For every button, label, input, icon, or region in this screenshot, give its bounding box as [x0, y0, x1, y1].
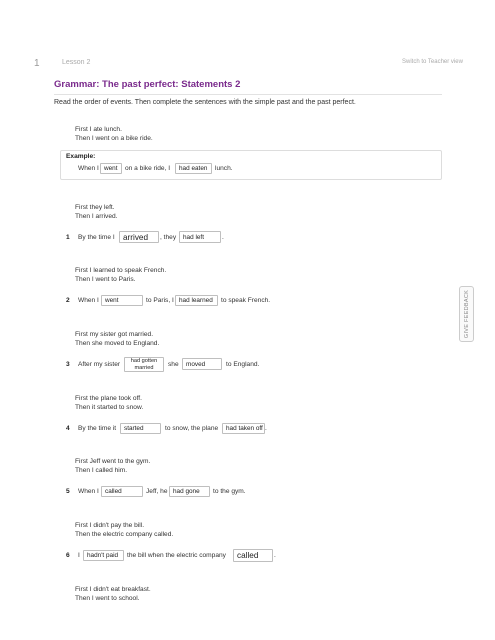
item-context [75, 394, 143, 412]
sentence-text: , they [160, 234, 177, 241]
sentence-text: After my sister [78, 361, 121, 368]
sentence-text: she [168, 361, 179, 368]
instructions: Read the order of events. Then complete the sentences with the simple past and the past perfect. [54, 99, 356, 106]
answer-field[interactable]: called [233, 549, 273, 562]
answer-field[interactable]: hadn't paid [83, 550, 124, 561]
sentence-text: Jeff, he [146, 488, 168, 495]
intro-context [75, 125, 153, 143]
item-number: 1 [66, 234, 70, 241]
give-feedback-tab[interactable] [459, 286, 474, 342]
context-line: Then I called him. [75, 467, 128, 474]
answer-field[interactable]: called [101, 486, 143, 497]
answer-field[interactable]: arrived [119, 231, 159, 243]
sentence-text: . [265, 425, 267, 432]
example-label: Example: [66, 153, 96, 160]
sentence-text: . [274, 552, 276, 559]
answer-field[interactable]: started [120, 423, 161, 434]
answer-field[interactable] [124, 357, 164, 372]
answer-field[interactable]: went [101, 295, 143, 306]
sentence-text: to the gym. [213, 488, 246, 495]
sentence-text: When I [78, 488, 99, 495]
item-number: 6 [66, 552, 70, 559]
sentence-text: When I [78, 165, 99, 172]
context-line: Then I went to school. [75, 595, 140, 602]
sentence-text: to speak French. [221, 297, 271, 304]
item-context [75, 457, 150, 475]
sentence-text: to England. [226, 361, 260, 368]
sentence-text: By the time it [78, 425, 117, 432]
context-line: Then she moved to England. [75, 340, 160, 347]
answer-field[interactable]: had gone [169, 486, 210, 497]
example-answer-field[interactable]: went [100, 163, 122, 174]
item-context [75, 585, 151, 603]
answer-field[interactable]: had taken off [222, 423, 265, 434]
title-divider [54, 94, 442, 95]
sentence-text: lunch. [215, 165, 233, 172]
context-line: First I didn't eat breakfast. [75, 586, 151, 593]
item-number: 4 [66, 425, 70, 432]
example-answer-field[interactable]: had eaten [175, 163, 212, 174]
item-context [75, 330, 159, 348]
item-context [75, 266, 166, 284]
context-line: First they left. [75, 204, 115, 211]
answer-field[interactable]: moved [182, 358, 222, 370]
page-number: 1 [34, 58, 40, 69]
context-line: Then I arrived. [75, 213, 118, 220]
item-context [75, 203, 118, 221]
context-line: First I ate lunch. [75, 126, 122, 133]
item-number: 3 [66, 361, 70, 368]
sentence-text: . [222, 234, 224, 241]
item-number: 2 [66, 297, 70, 304]
sentence-text: By the time I [78, 234, 115, 241]
context-line: First I didn't pay the bill. [75, 522, 145, 529]
context-line: Then I went on a bike ride. [75, 135, 153, 142]
sentence-text: When I [78, 297, 99, 304]
context-line: First the plane took off. [75, 395, 142, 402]
context-line: Then I went to Paris. [75, 276, 136, 283]
context-line: First Jeff went to the gym. [75, 458, 151, 465]
context-line: First I learned to speak French. [75, 267, 167, 274]
answer-line: had gotten [130, 358, 158, 364]
item-context [75, 521, 173, 539]
context-line: First my sister got married. [75, 331, 154, 338]
sentence-text: I [78, 552, 80, 559]
answer-line: married [134, 364, 154, 371]
teacher-view-link[interactable]: Switch to Teacher view [402, 59, 463, 65]
context-line: Then the electric company called. [75, 531, 174, 538]
sentence-text: the bill when the electric company [127, 552, 226, 559]
sentence-text: to snow, the plane [165, 425, 219, 432]
lesson-label: Lesson 2 [62, 59, 91, 66]
feedback-label: GIVE FEEDBACK [463, 289, 470, 339]
answer-field[interactable]: had left [179, 231, 221, 243]
item-number: 5 [66, 488, 70, 495]
answer-field[interactable]: had learned [175, 295, 218, 306]
sentence-text: to Paris, I [146, 297, 174, 304]
page-title: Grammar: The past perfect: Statements 2 [54, 79, 241, 90]
context-line: Then it started to snow. [75, 404, 144, 411]
sentence-text: on a bike ride, I [125, 165, 171, 172]
